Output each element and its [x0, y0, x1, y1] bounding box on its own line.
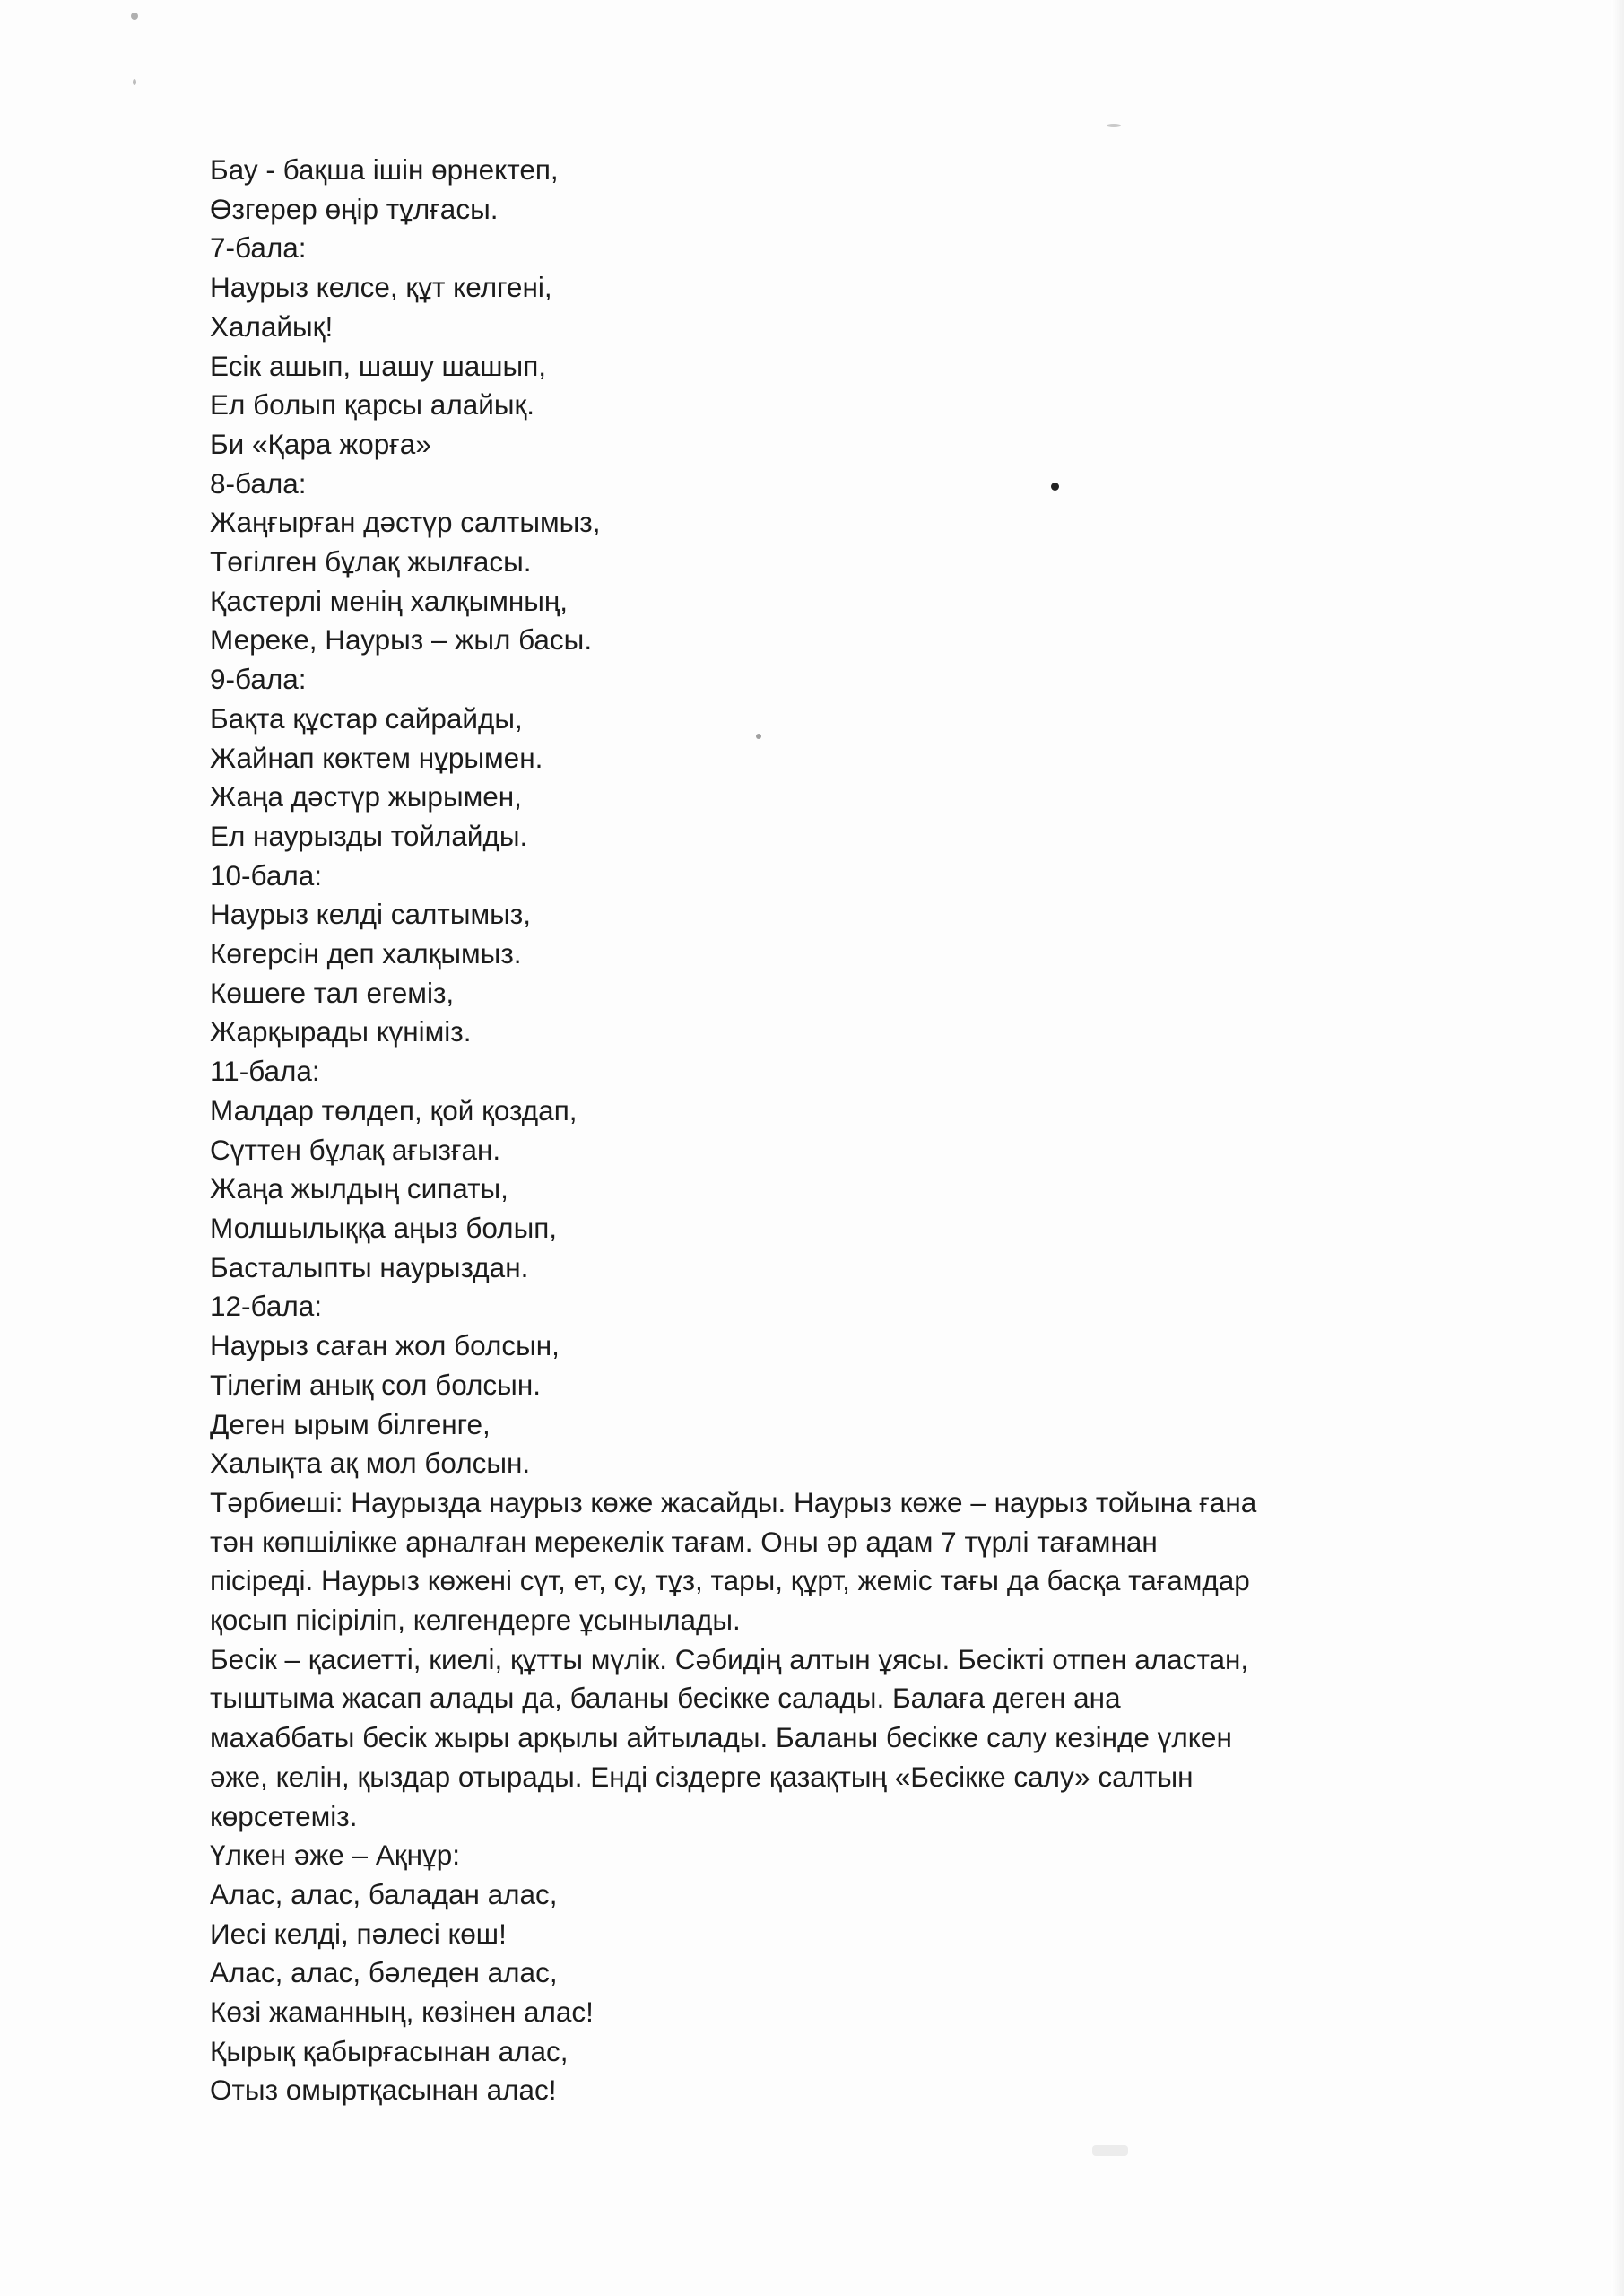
poem-line: Басталыпты наурыздан.: [210, 1250, 529, 1283]
poem-line: Қастерлі менің халқымның,: [210, 584, 569, 617]
paragraph-cradle-line: көрсетеміз.: [210, 1799, 358, 1832]
speaker-label: 11-бала:: [210, 1055, 320, 1088]
poem-line: Алас, алас, баладан алас,: [210, 1877, 558, 1910]
poem-line: Молшылыққа аңыз болып,: [210, 1211, 558, 1244]
poem-line: Ел болып қарсы алайық.: [210, 388, 534, 422]
speaker-label: Үлкен әже – Ақнұр:: [210, 1839, 461, 1872]
document-text: [210, 151, 1483, 2110]
poem-line: Жарқырады күніміз.: [210, 1015, 472, 1048]
poem-line: Есік ашып, шашу шашып,: [210, 349, 547, 382]
dance-note: Би «Қара жорға»: [210, 427, 431, 460]
poem-line: Өзгерер өңір тұлғасы.: [210, 192, 499, 225]
poem-line: Төгілген бұлақ жылғасы.: [210, 545, 532, 578]
poem-line: Халайық!: [210, 309, 334, 343]
paragraph-cradle-line: Бесік – қасиетті, киелі, құтты мүлік. Сәбидің алтын ұясы. Бесікті отпен аластан,: [210, 1642, 1249, 1675]
scan-speck: [1092, 2145, 1128, 2156]
poem-line: Деген ырым білгенге,: [210, 1407, 491, 1440]
poem-line: Тілегім анық сол болсын.: [210, 1368, 541, 1401]
poem-line: Халықта ақ мол болсын.: [210, 1447, 531, 1480]
poem-line: Жаңа жылдың сипаты,: [210, 1172, 508, 1205]
poem-line: Алас, алас, бәледен алас,: [210, 1956, 558, 1989]
poem-line: Көшеге тал егеміз,: [210, 976, 455, 1009]
speaker-label: 12-бала:: [210, 1290, 323, 1323]
poem-line: Бақта құстар сайрайды,: [210, 701, 523, 735]
poem-line: Сүттен бұлақ ағызған.: [210, 1133, 501, 1166]
paragraph-cradle-line: махаббаты бесік жыры арқылы айтылады. Баланы бесікке салу кезінде үлкен: [210, 1721, 1232, 1754]
poem-line: Малдар төлдеп, қой қоздап,: [210, 1093, 578, 1126]
poem-line: Наурыз келді салтымыз,: [210, 898, 531, 931]
poem-line: Бау - бақша ішін өрнектеп,: [210, 153, 559, 186]
poem-line: Отыз омыртқасынан алас!: [210, 2074, 557, 2107]
speaker-label: 8-бала:: [210, 466, 307, 500]
poem-line: Жаңғырған дәстүр салтымыз,: [210, 506, 601, 539]
scan-speck: [131, 13, 138, 20]
paragraph-teacher-line: пісіреді. Наурыз көжені сүт, ет, су, тұз, тары, құрт, жеміс тағы да басқа тағамдар: [210, 1564, 1250, 1597]
poem-line: Наурыз саған жол болсын,: [210, 1329, 560, 1362]
scan-edge-shadow: [1611, 0, 1624, 2296]
paragraph-teacher-line: Тәрбиеші: Наурызда наурыз көже жасайды. Наурыз көже – наурыз тойына ғана: [210, 1485, 1257, 1518]
poem-line: Наурыз келсе, құт келгені,: [210, 271, 552, 304]
poem-line: Ел наурызды тойлайды.: [210, 819, 528, 852]
poem-line: Қырық қабырғасынан алас,: [210, 2034, 569, 2067]
speaker-label: 10-бала:: [210, 858, 323, 891]
paragraph-cradle-line: әже, келін, қыздар отырады. Енді сіздерге қазақтың «Бесікке салу» салтын: [210, 1760, 1194, 1793]
poem-line: Жаңа дәстүр жырымен,: [210, 780, 522, 813]
scan-speck: [133, 79, 136, 85]
poem-line: Көгерсін деп халқымыз.: [210, 937, 522, 970]
poem-line: Иесі келді, пәлесі көш!: [210, 1917, 507, 1950]
speaker-label: 7-бала:: [210, 231, 307, 265]
speaker-label: 9-бала:: [210, 663, 307, 696]
paragraph-teacher-line: қосып пісіріліп, келгендерге ұсынылады.: [210, 1604, 741, 1637]
poem-line: Көзі жаманның, көзінен алас!: [210, 1996, 594, 2029]
poem-line: Жайнап көктем нұрымен.: [210, 741, 543, 774]
paragraph-teacher-line: тән көпшілікке арналған мерекелік тағам. Оны әр адам 7 түрлі тағамнан: [210, 1525, 1158, 1558]
scan-speck: [1107, 124, 1121, 127]
paragraph-cradle-line: тыштыма жасап алады да, баланы бесікке салады. Балаға деген ана: [210, 1682, 1121, 1715]
poem-line: Мереке, Наурыз – жыл басы.: [210, 623, 593, 657]
